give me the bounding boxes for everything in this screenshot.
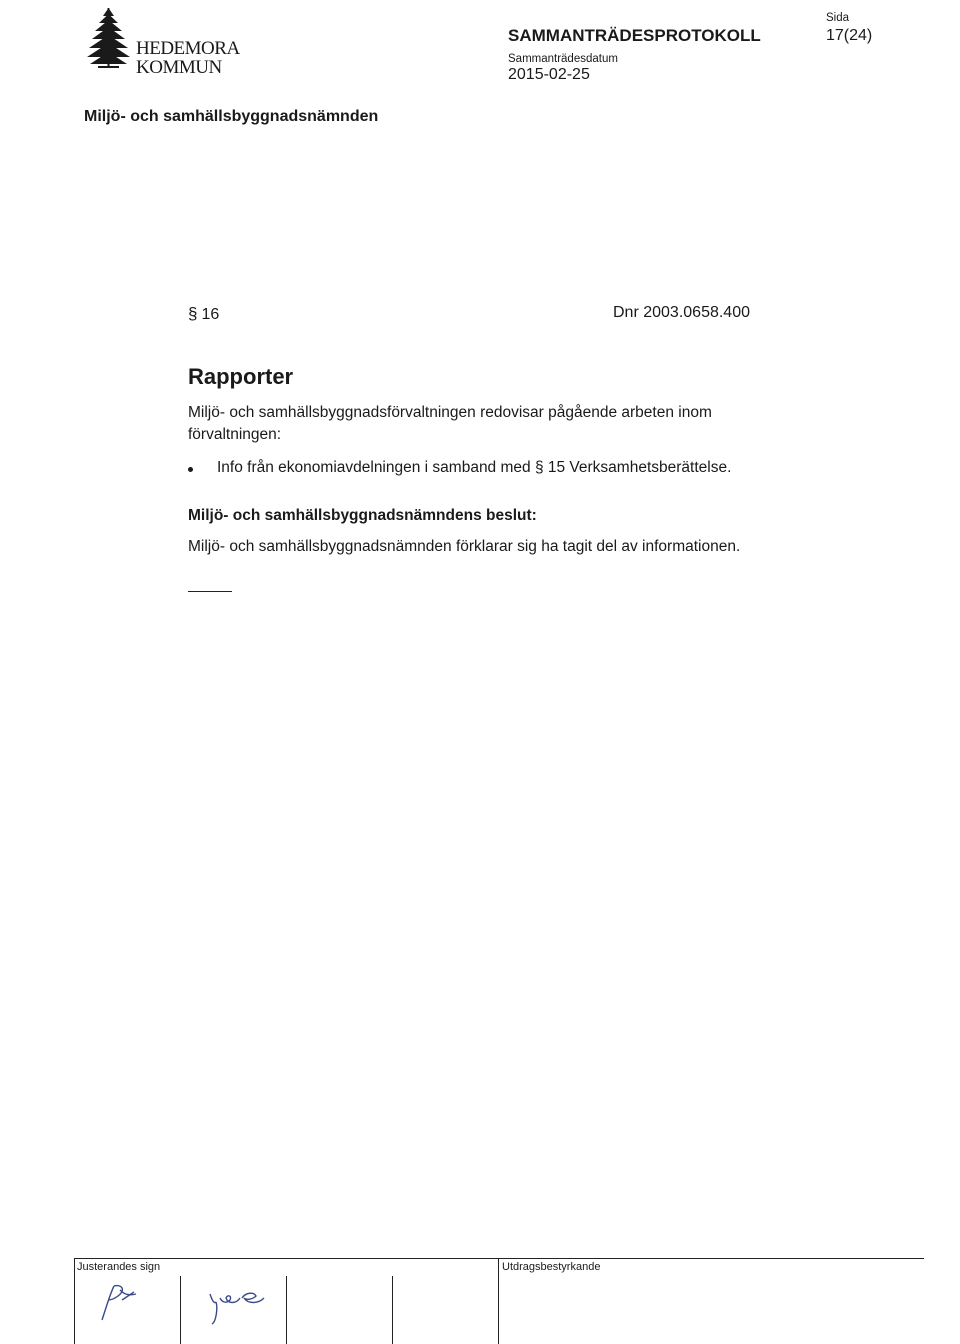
logo-text-line2: KOMMUN <box>136 57 222 78</box>
extract-label: Utdragsbestyrkande <box>502 1261 601 1273</box>
registration-number: Dnr 2003.0658.400 <box>613 304 750 321</box>
meeting-date-label: Sammanträdesdatum <box>508 53 618 65</box>
sign-label: Justerandes sign <box>77 1261 161 1273</box>
signature-footer <box>74 1258 924 1344</box>
page-label: Sida <box>826 12 850 24</box>
logo-text-line1: HEDEMORA <box>136 38 240 59</box>
municipality-logo <box>84 6 254 78</box>
sign-divider <box>286 1276 287 1344</box>
meeting-date: 2015-02-25 <box>508 66 590 83</box>
footer-top-rule <box>74 1258 924 1259</box>
sign-divider <box>180 1276 181 1344</box>
extract-divider <box>498 1258 499 1344</box>
section-paragraph: Miljö- och samhällsbyggnadsförvaltningen redovisar pågående arbeten inom förvaltningen: <box>188 404 712 443</box>
signature-initials-2 <box>202 1282 272 1326</box>
document-title: SAMMANTRÄDESPROTOKOLL <box>508 26 761 45</box>
footer-left-rule <box>74 1258 75 1344</box>
section-end-rule <box>188 591 232 592</box>
decision-heading: Miljö- och samhällsbyggnadsnämndens beslut: <box>188 507 537 524</box>
decision-text: Miljö- och samhällsbyggnadsnämnden förklarar sig ha tagit del av informationen. <box>188 538 741 555</box>
page-number: 17(24) <box>826 27 873 44</box>
list-item-text: Info från ekonomiavdelningen i samband med § 15 Verksamhetsberättelse. <box>217 459 732 476</box>
section-number: § 16 <box>188 304 220 323</box>
section-number-value: 16 <box>201 306 220 323</box>
sign-divider <box>392 1276 393 1344</box>
bullet-icon <box>188 467 193 472</box>
signature-initials-1 <box>92 1280 152 1324</box>
section-heading: Rapporter <box>188 364 294 389</box>
committee-name: Miljö- och samhällsbyggnadsnämnden <box>84 108 379 125</box>
spruce-tree-icon <box>84 6 134 70</box>
